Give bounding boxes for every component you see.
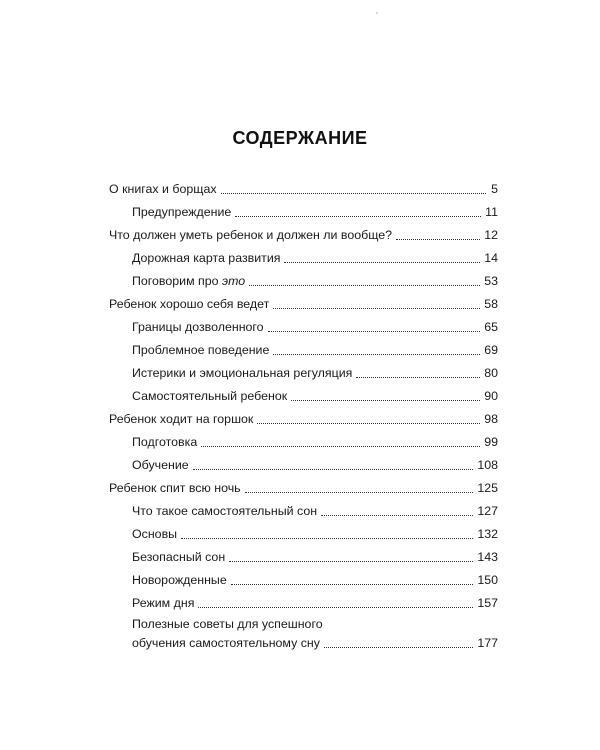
table-of-contents <box>109 174 498 651</box>
toc-entry-line2 <box>132 634 498 651</box>
toc-page-number: 132 <box>477 527 498 541</box>
toc-page-number: 108 <box>477 458 498 472</box>
toc-entry[interactable] <box>109 243 498 266</box>
toc-entry-title: Самостоятельный ребенок <box>132 389 288 403</box>
toc-entry-title: Предупреждение <box>132 205 232 219</box>
dot-leader <box>324 647 473 648</box>
dot-leader <box>273 308 480 309</box>
toc-entry[interactable] <box>109 358 498 381</box>
toc-entry[interactable] <box>109 381 498 404</box>
dot-leader <box>284 262 480 263</box>
toc-entry-title: Что такое самостоятельный сон <box>132 504 318 518</box>
toc-entry-title: Основы <box>132 527 178 541</box>
dot-leader <box>221 193 486 194</box>
toc-entry-title: Безопасный сон <box>132 550 226 564</box>
toc-entry-title: Ребенок хорошо себя ведет <box>109 297 270 311</box>
dot-leader <box>181 538 473 539</box>
dot-leader <box>235 216 481 217</box>
toc-entry[interactable] <box>109 542 498 565</box>
toc-entry-title: Ребенок спит всю ночь <box>109 481 241 495</box>
toc-entry-title: Ребенок ходит на горшок <box>109 412 254 426</box>
dot-leader <box>257 423 480 424</box>
dot-leader <box>193 469 474 470</box>
toc-page-number: 65 <box>484 320 498 334</box>
toc-entry-title: Подготовка <box>132 435 198 449</box>
page-title: СОДЕРЖАНИЕ <box>232 128 368 148</box>
toc-page-number: 99 <box>484 435 498 449</box>
toc-entry[interactable] <box>109 519 498 542</box>
toc-page-number: 14 <box>484 251 498 265</box>
toc-entry[interactable] <box>109 197 498 220</box>
toc-entry-title: Что должен уметь ребенок и должен ли вообще? <box>109 228 393 242</box>
toc-entry[interactable] <box>109 266 498 289</box>
toc-entry[interactable] <box>109 496 498 519</box>
toc-entry-title <box>132 274 245 289</box>
dot-leader <box>291 400 480 401</box>
toc-entry[interactable] <box>109 427 498 450</box>
dot-leader <box>396 239 480 240</box>
toc-page-number: 177 <box>477 636 498 650</box>
dot-leader <box>249 285 480 286</box>
toc-entry-title-line2: обучения самостоятельному сну <box>132 636 320 650</box>
toc-entry-title: Границы дозволенного <box>132 320 264 334</box>
dot-leader <box>273 354 480 355</box>
toc-page-number: 125 <box>477 481 498 495</box>
toc-entry-title-line1: Полезные советы для успешного <box>132 617 323 631</box>
toc-entry-title: Обучение <box>132 458 189 472</box>
toc-entry-title: О книгах и борщах <box>109 182 217 196</box>
page-speck <box>376 12 378 14</box>
toc-entry-title: Новорожденные <box>132 573 227 587</box>
toc-entry[interactable] <box>109 565 498 588</box>
toc-page-number: 98 <box>484 412 498 426</box>
toc-entry[interactable] <box>109 450 498 473</box>
toc-entry-title-prefix: Поговорим про <box>132 274 222 288</box>
toc-entry[interactable] <box>109 174 498 197</box>
toc-entry[interactable] <box>109 312 498 335</box>
toc-entry-title: Режим дня <box>132 596 195 610</box>
toc-page-number: 127 <box>477 504 498 518</box>
toc-entry-title: Дорожная карта развития <box>132 251 281 265</box>
dot-leader <box>356 377 480 378</box>
toc-page-number: 157 <box>477 596 498 610</box>
toc-page-number: 53 <box>484 274 498 288</box>
toc-entry[interactable] <box>109 220 498 243</box>
toc-page-number: 12 <box>484 228 498 242</box>
toc-page-number: 143 <box>477 550 498 564</box>
toc-entry-title-italic: это <box>221 274 246 288</box>
toc-entry[interactable] <box>109 588 498 611</box>
dot-leader <box>229 561 473 562</box>
toc-entry[interactable] <box>109 289 498 312</box>
toc-page-number: 5 <box>491 182 498 196</box>
toc-page-number: 80 <box>484 366 498 380</box>
toc-entry-multiline[interactable] <box>109 611 498 651</box>
toc-page-number: 90 <box>484 389 498 403</box>
toc-page-number: 58 <box>484 297 498 311</box>
dot-leader <box>201 446 480 447</box>
toc-entry[interactable] <box>109 473 498 496</box>
dot-leader <box>198 607 473 608</box>
toc-entry-title: Проблемное поведение <box>132 343 270 357</box>
toc-page-number: 11 <box>485 205 498 219</box>
dot-leader <box>321 515 473 516</box>
dot-leader <box>231 584 474 585</box>
toc-page-number: 150 <box>477 573 498 587</box>
toc-page-number: 69 <box>484 343 498 357</box>
toc-entry[interactable] <box>109 335 498 358</box>
toc-entry[interactable] <box>109 404 498 427</box>
toc-entry-title: Истерики и эмоциональная регуляция <box>132 366 353 380</box>
dot-leader <box>245 492 474 493</box>
dot-leader <box>268 331 481 332</box>
